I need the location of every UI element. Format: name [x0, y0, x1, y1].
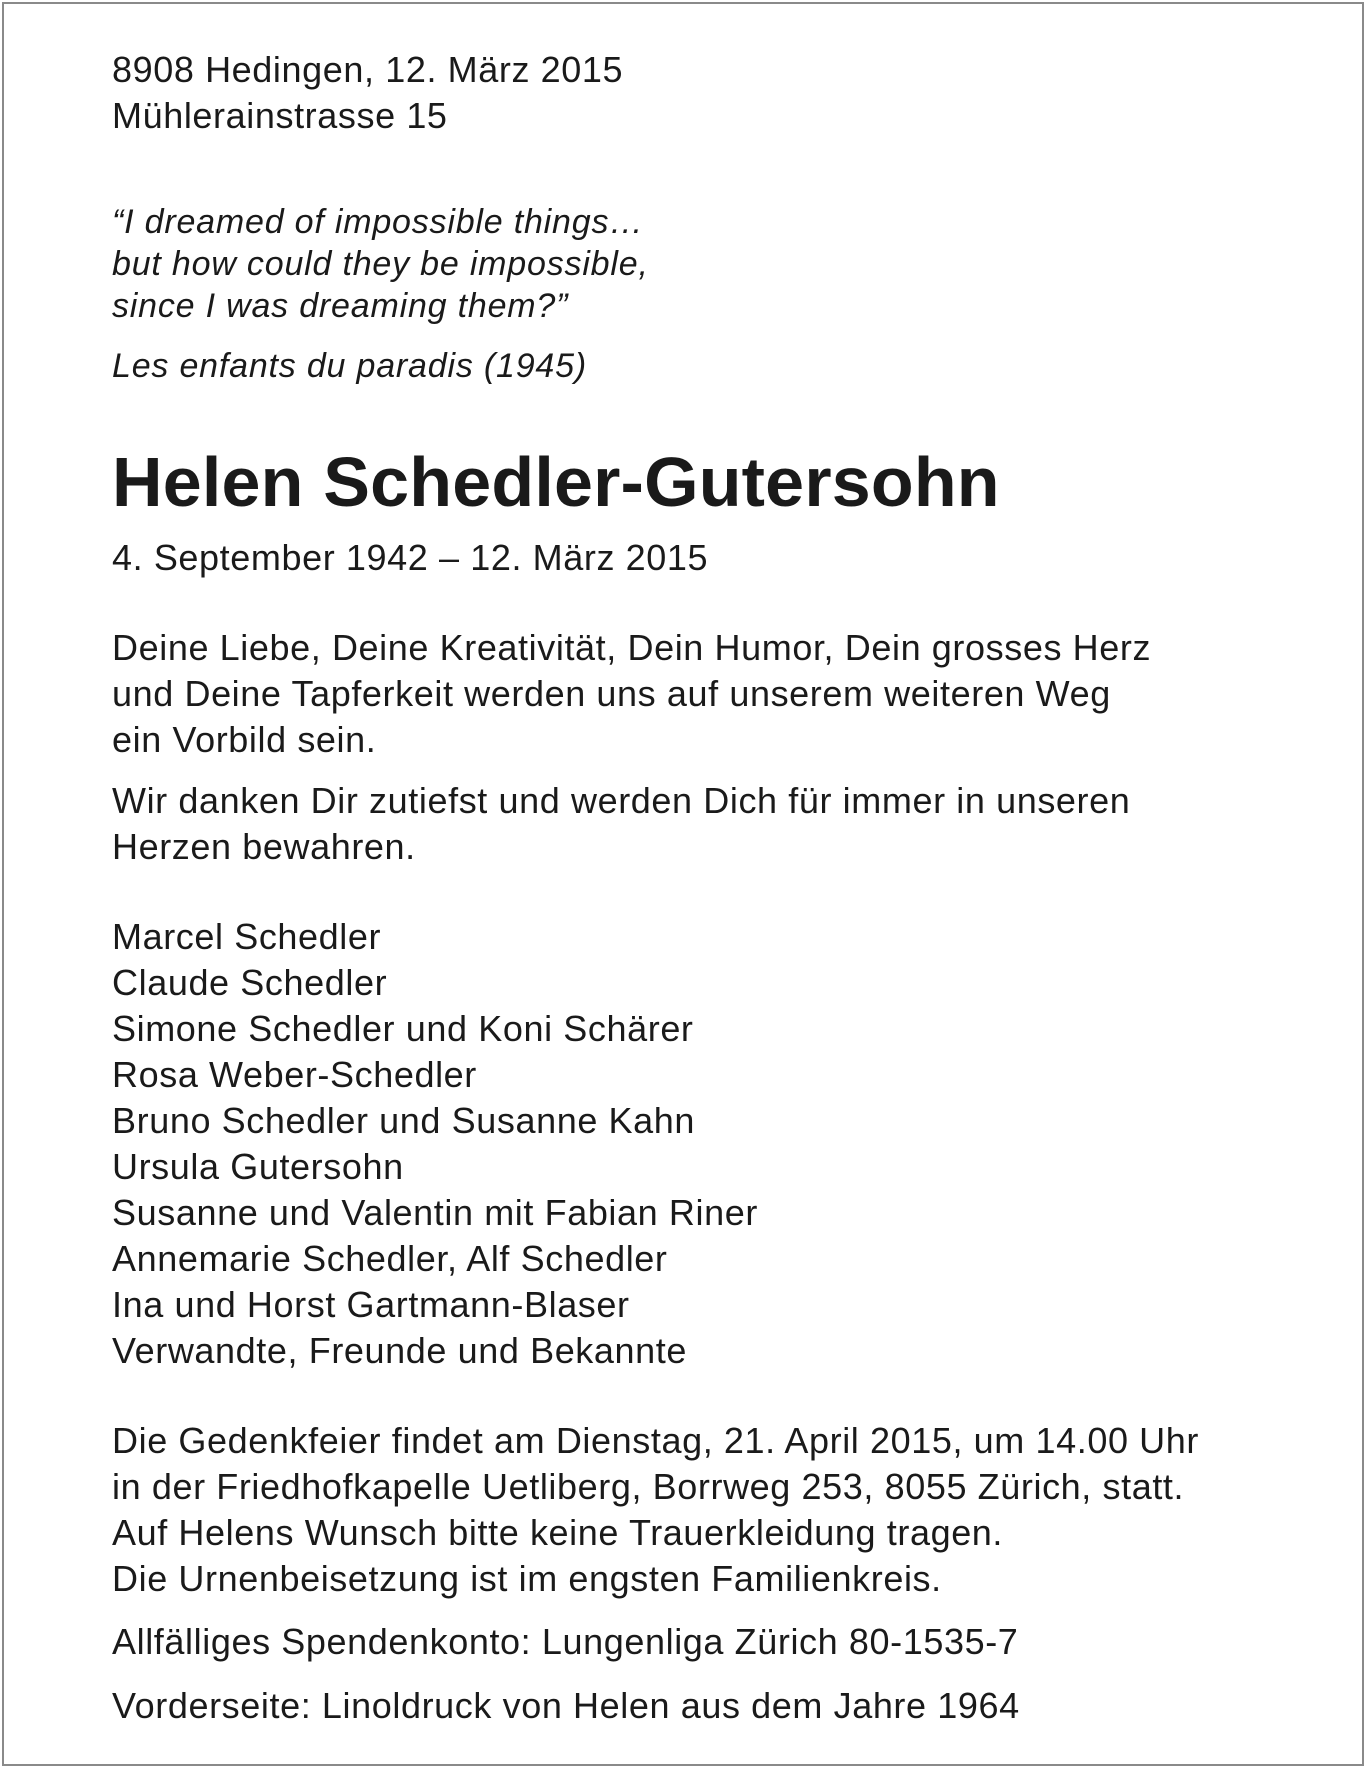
quote-line: “I dreamed of impossible things… [112, 203, 645, 241]
life-dates [112, 535, 708, 581]
ceremony-line: Die Gedenkfeier findet am Dienstag, 21. April 2015, um 14.00 Uhr [112, 1420, 1199, 1461]
cover-note [112, 1683, 1020, 1729]
street-address: Mühlerainstrasse 15 [112, 95, 448, 136]
ceremony-line: Die Urnenbeisetzung ist im engsten Familienkreis. [112, 1558, 942, 1599]
quote [112, 201, 649, 327]
message-paragraph-2 [112, 778, 1130, 870]
quote-source [112, 345, 587, 387]
list-item: Annemarie Schedler, Alf Schedler [112, 1238, 668, 1279]
ceremony-line: Auf Helens Wunsch bitte keine Trauerkleidung tragen. [112, 1512, 1004, 1553]
message-line: Herzen bewahren. [112, 826, 416, 867]
donation-info [112, 1619, 1018, 1665]
list-item: Bruno Schedler und Susanne Kahn [112, 1100, 696, 1141]
donation-text: Allfälliges Spendenkonto: Lungenliga Zürich 80-1535-7 [112, 1621, 1019, 1662]
cover-note-text: Vorderseite: Linoldruck von Helen aus dem Jahre 1964 [112, 1685, 1020, 1726]
list-item: Ursula Gutersohn [112, 1146, 404, 1187]
header-address [112, 47, 623, 139]
name-title: Helen Schedler-Gutersohn [112, 443, 1000, 521]
message-line: ein Vorbild sein. [112, 719, 377, 760]
date-place: 8908 Hedingen, 12. März 2015 [112, 49, 624, 90]
mourners-list [112, 914, 758, 1374]
list-item: Rosa Weber-Schedler [112, 1054, 477, 1095]
ceremony-info [112, 1418, 1199, 1602]
list-item: Verwandte, Freunde und Bekannte [112, 1330, 688, 1371]
quote-line: since I was dreaming them?” [112, 287, 569, 325]
quote-source-text: Les enfants du paradis (1945) [112, 347, 587, 385]
list-item: Marcel Schedler [112, 916, 382, 957]
ceremony-line: in der Friedhofkapelle Uetliberg, Borrweg 253, 8055 Zürich, statt. [112, 1466, 1185, 1507]
list-item: Simone Schedler und Koni Schärer [112, 1008, 694, 1049]
life-dates-text: 4. September 1942 – 12. März 2015 [112, 537, 709, 578]
message-line: Wir danken Dir zutiefst und werden Dich für immer in unseren [112, 780, 1131, 821]
quote-line: but how could they be impossible, [112, 245, 649, 283]
message-line: Deine Liebe, Deine Kreativität, Dein Humor, Dein grosses Herz [112, 627, 1152, 668]
message-paragraph-1 [112, 625, 1151, 763]
list-item: Ina und Horst Gartmann-Blaser [112, 1284, 630, 1325]
list-item: Susanne und Valentin mit Fabian Riner [112, 1192, 758, 1233]
deceased-name [112, 442, 1000, 522]
message-line: und Deine Tapferkeit werden uns auf unserem weiteren Weg [112, 673, 1111, 714]
list-item: Claude Schedler [112, 962, 388, 1003]
